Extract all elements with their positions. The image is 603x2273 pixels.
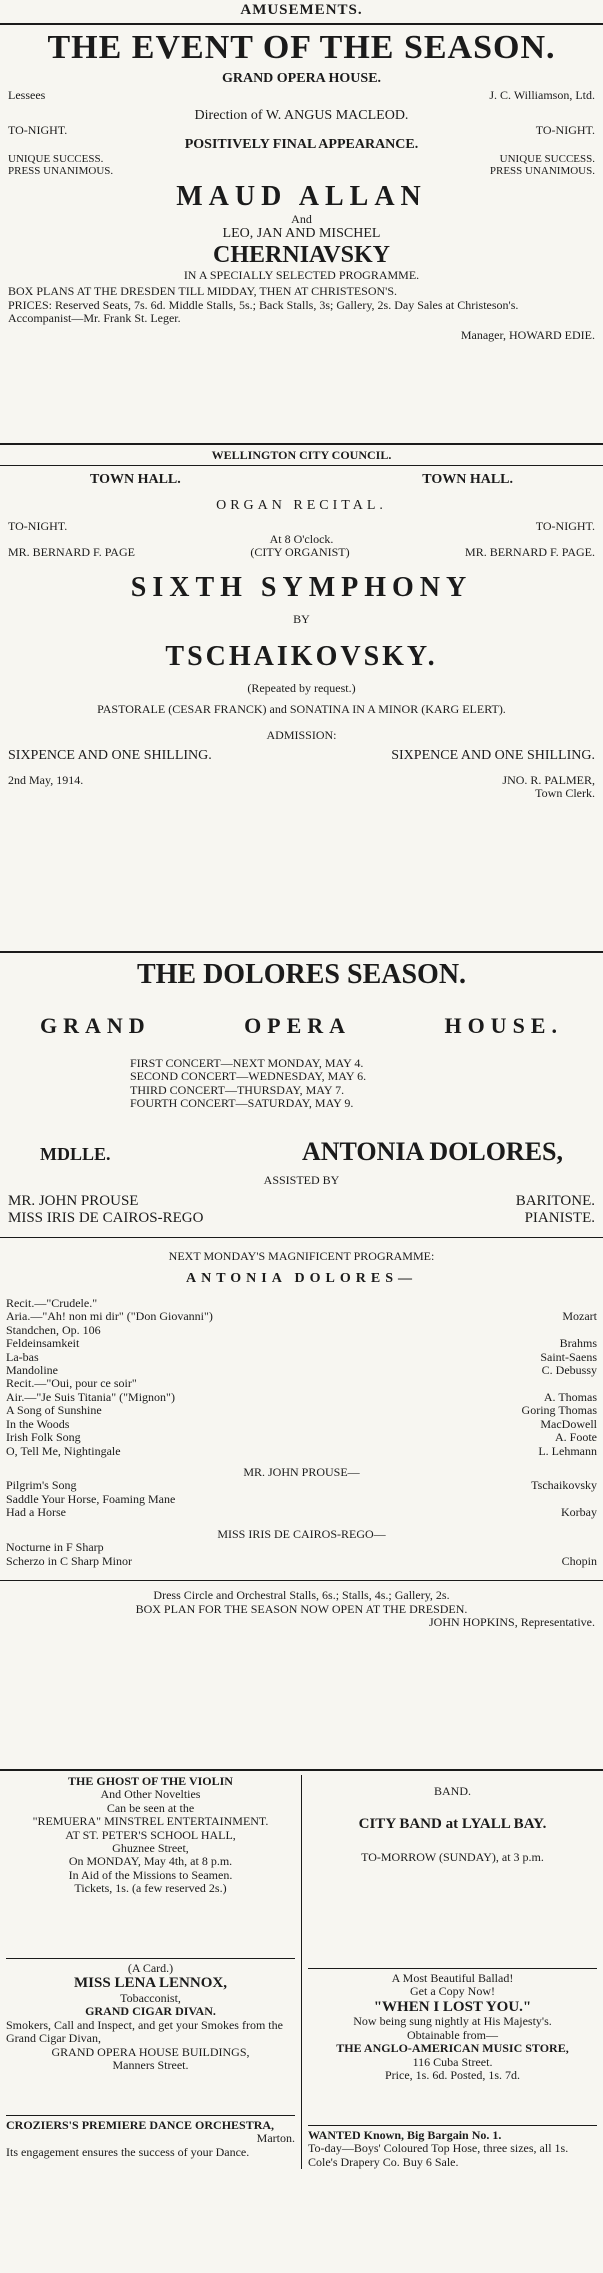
programme-item — [0, 1391, 603, 1404]
programme-composer: Saint-Saens — [540, 1349, 597, 1364]
programme-item — [0, 1310, 603, 1323]
wcc-pieces: PASTORALE (CESAR FRANCK) and SONATINA IN A MINOR (KARG ELERT). — [97, 702, 506, 717]
divider — [308, 2125, 597, 2126]
wcc-composer: TSCHAIKOVSKY. — [165, 640, 438, 672]
programme-title: A Song of Sunshine — [6, 1403, 102, 1418]
programme-title: Pilgrim's Song — [6, 1478, 77, 1493]
maud-direction: Direction of W. ANGUS MACLEOD. — [194, 107, 409, 123]
band-advert — [308, 1785, 597, 1965]
wanted-text: To-day—Boys' Coloured Top Hose, three sizes, all 1s. Cole's Drapery Co. Buy 6 Sale. — [308, 2141, 569, 2169]
programme-title: In the Woods — [6, 1416, 70, 1431]
city-council-advert — [0, 449, 603, 947]
dolores-rep: JOHN HOPKINS, Representative. — [429, 1614, 595, 1629]
programme-title: Scherzo in C Sharp Minor — [6, 1553, 132, 1568]
maud-lessees-value: J. C. Williamson, Ltd. — [489, 87, 595, 102]
dolores-assistant-1-name: MR. JOHN PROUSE — [8, 1193, 139, 1210]
divider — [0, 443, 603, 445]
ghost-sub: And Other Novelties — [100, 1787, 201, 1802]
dolores-venue-3: HOUSE. — [444, 1013, 563, 1039]
dolores-assistant-1-role: BARITONE. — [515, 1193, 595, 1210]
divider — [0, 1769, 603, 1771]
lennox-street: Manners Street. — [112, 2058, 189, 2073]
dolores-star: ANTONIA DOLORES, — [301, 1136, 563, 1166]
maud-venue: GRAND OPERA HOUSE. — [221, 70, 382, 86]
programme-composer: Korbay — [561, 1505, 597, 1520]
dolores-concert-4: FOURTH CONCERT—SATURDAY, MAY 9. — [130, 1096, 354, 1111]
croziers-text: Its engagement ensures the success of your Dance. — [6, 2144, 250, 2159]
lennox-name: MISS LENA LENNOX, — [74, 1975, 227, 1992]
dolores-prices: Dress Circle and Orchestral Stalls, 6s.; Stalls, 4s.; Gallery, 2s. — [153, 1588, 450, 1603]
ballad-store: THE ANGLO-AMERICAN MUSIC STORE, — [336, 2041, 569, 2056]
ghost-seen: Can be seen at the — [106, 1800, 195, 1815]
wanted-advert — [308, 2129, 597, 2169]
dolores-concert-3: THIRD CONCERT—THURSDAY, MAY 7. — [130, 1082, 345, 1097]
programme-item — [0, 1431, 603, 1444]
lennox-trade: Tobacconist, — [120, 1991, 181, 2006]
programme-title: Recit.—"Oui, pour ce soir" — [6, 1376, 137, 1391]
dolores-box-plan: BOX PLAN FOR THE SEASON NOW OPEN AT THE DRESDEN. — [135, 1601, 468, 1616]
section-title: AMUSEMENTS. — [240, 2, 363, 18]
ghost-aid: In Aid of the Missions to Seamen. — [68, 1867, 233, 1882]
dolores-assistant-2-role: PIANISTE. — [524, 1209, 595, 1226]
programme-item — [0, 1377, 603, 1390]
ghost-tickets: Tickets, 1s. (a few reserved 2s.) — [74, 1881, 227, 1896]
programme-composer: Goring Thomas — [521, 1403, 597, 1418]
programme-title: La-bas — [6, 1349, 39, 1364]
wcc-date: 2nd May, 1914. — [8, 773, 84, 788]
wcc-repeated: (Repeated by request.) — [247, 681, 356, 696]
ballad-title: "WHEN I LOST YOU." — [373, 1998, 532, 2015]
divider — [0, 465, 603, 466]
maud-support: LEO, JAN AND MISCHEL — [222, 226, 381, 242]
ballad-address: 116 Cuba Street. — [412, 2054, 493, 2069]
programme-composer: Brahms — [559, 1336, 597, 1351]
programme-title: Had a Horse — [6, 1505, 66, 1520]
prouse-head: MR. JOHN PROUSE— — [243, 1465, 360, 1480]
wcc-tonight-1: TO-NIGHT. — [8, 518, 68, 533]
ballad-lead: A Most Beautiful Ballad! — [391, 1970, 514, 1985]
dolores-mdlle: MDLLE. — [40, 1143, 111, 1164]
divider — [6, 1958, 295, 1959]
programme-composer: Chopin — [561, 1553, 597, 1568]
ballad-advert — [308, 1972, 597, 2122]
programme-title: Standchen, Op. 106 — [6, 1322, 101, 1337]
dolores-concert-1: FIRST CONCERT—NEXT MONDAY, MAY 4. — [130, 1055, 364, 1070]
programme-item — [0, 1324, 603, 1337]
maud-and: And — [291, 211, 312, 226]
maud-manager: Manager, HOWARD EDIE. — [460, 328, 595, 343]
lennox-divan: GRAND CIGAR DIVAN. — [85, 2004, 216, 2019]
maud-programme: IN A SPECIALLY SELECTED PROGRAMME. — [183, 267, 420, 282]
wcc-by: BY — [293, 612, 310, 627]
right-column — [301, 1775, 603, 2169]
programme-item — [0, 1337, 603, 1350]
programme-composer: Tschaikovsky — [531, 1478, 597, 1493]
wcc-performer-left: MR. BERNARD F. PAGE — [8, 545, 135, 560]
maud-box-plans: BOX PLANS AT THE DRESDEN TILL MIDDAY, THEN AT CHRISTESON'S. — [8, 284, 397, 299]
programme-item — [0, 1297, 603, 1310]
maud-lessees-label: Lessees — [8, 87, 46, 102]
dolores-next-programme: NEXT MONDAY'S MAGNIFICENT PROGRAMME: — [168, 1248, 435, 1263]
dolores-ad-name: ANTONIA DOLORES— — [185, 1271, 418, 1287]
maud-support-name: CHERNIAVSKY — [213, 241, 390, 268]
wcc-town-hall-1: TOWN HALL. — [90, 472, 181, 488]
lennox-buildings: GRAND OPERA HOUSE BUILDINGS, — [51, 2044, 250, 2059]
maud-unique-left-1: UNIQUE SUCCESS. — [8, 152, 104, 165]
ballad-from: Obtainable from— — [407, 2027, 498, 2042]
ballad-price: Price, 1s. 6d. Posted, 1s. 7d. — [385, 2068, 520, 2083]
maud-unique-left-2: PRESS UNANIMOUS. — [8, 165, 114, 178]
wcc-town-hall-2: TOWN HALL. — [422, 472, 513, 488]
wcc-admission: ADMISSION: — [266, 727, 337, 742]
wcc-performer-right: MR. BERNARD F. PAGE. — [465, 545, 595, 560]
lennox-advert — [6, 1962, 295, 2112]
programme-title: Irish Folk Song — [6, 1430, 81, 1445]
ghost-when: On MONDAY, May 4th, at 8 p.m. — [68, 1854, 233, 1869]
ghost-advert — [6, 1775, 295, 1955]
dolores-advert — [0, 959, 603, 1765]
maud-accompanist: Accompanist—Mr. Frank St. Leger. — [8, 311, 181, 326]
ballad-nightly: Now being sung nightly at His Majesty's. — [353, 2014, 552, 2029]
maud-headline: THE EVENT OF THE SEASON. — [47, 28, 556, 66]
band-label: BAND. — [433, 1783, 471, 1798]
programme-composer: Mozart — [562, 1309, 597, 1324]
divider — [6, 2115, 295, 2116]
wcc-clerk-name: JNO. R. PALMER, — [502, 773, 595, 788]
programme-title: Aria.—"Ah! non mi dir" ("Don Giovanni") — [6, 1309, 213, 1324]
divider — [0, 951, 603, 953]
programme-composer: L. Lehmann — [538, 1443, 597, 1458]
programme-item — [0, 1351, 603, 1364]
dolores-concert-2: SECOND CONCERT—WEDNESDAY, MAY 6. — [130, 1069, 367, 1084]
divider — [308, 1968, 597, 1969]
programme-title: Saddle Your Horse, Foaming Mane — [6, 1491, 176, 1506]
programme-title: Mandoline — [6, 1362, 58, 1377]
programme-title: Nocturne in F Sharp — [6, 1540, 104, 1555]
divider — [0, 1237, 603, 1238]
left-column — [0, 1775, 301, 2169]
wcc-tonight-2: TO-NIGHT. — [535, 518, 595, 533]
programme-item — [0, 1555, 603, 1568]
programme-title: Air.—"Je Suis Titania" ("Mignon") — [6, 1389, 175, 1404]
dolores-assistant-2-name: MISS IRIS DE CAIROS-REGO — [8, 1209, 204, 1226]
page-header — [0, 0, 603, 19]
wcc-performer-mid: (CITY ORGANIST) — [250, 545, 350, 560]
dolores-headline: THE DOLORES SEASON. — [136, 958, 467, 990]
wcc-organ: ORGAN RECITAL. — [216, 497, 387, 513]
programme-item — [0, 1445, 603, 1458]
wcc-clerk-title: Town Clerk. — [535, 786, 595, 801]
iris-head: MISS IRIS DE CAIROS-REGO— — [217, 1526, 386, 1541]
croziers-head: CROZIERS'S PREMIERE DANCE ORCHESTRA, — [6, 2117, 275, 2132]
maud-tonight-right: TO-NIGHT. — [535, 122, 595, 137]
programme-item — [0, 1418, 603, 1431]
band-main: CITY BAND at LYALL BAY. — [358, 1816, 547, 1833]
ballad-get: Get a Copy Now! — [410, 1984, 495, 1999]
maud-allan-advert — [0, 29, 603, 439]
croziers-place: Marton. — [256, 2131, 295, 2146]
ghost-street: Ghuznee Street, — [112, 1840, 189, 1855]
programme-item — [0, 1506, 603, 1519]
croziers-advert — [6, 2119, 295, 2159]
programme-title: Recit.—"Crudele." — [6, 1295, 98, 1310]
ghost-title: THE GHOST OF THE VIOLIN — [68, 1773, 233, 1788]
programme-composer: MacDowell — [540, 1416, 597, 1431]
programme-title: Feldeinsamkeit — [6, 1336, 80, 1351]
band-when: TO-MORROW (SUNDAY), at 3 p.m. — [361, 1850, 544, 1865]
ghost-hall: AT ST. PETER'S SCHOOL HALL, — [65, 1827, 236, 1842]
programme-item — [0, 1364, 603, 1377]
programme-item — [0, 1404, 603, 1417]
programme-item — [0, 1479, 603, 1492]
small-adverts — [0, 1775, 603, 2169]
programme-composer: C. Debussy — [541, 1362, 597, 1377]
lennox-text: Smokers, Call and Inspect, and get your Smokes from the Grand Cigar Divan, — [6, 2017, 283, 2046]
dolores-venue-1: GRAND — [40, 1013, 151, 1039]
wcc-price-right: SIXPENCE AND ONE SHILLING. — [391, 748, 595, 764]
programme-item — [0, 1541, 603, 1554]
wanted-head: WANTED Known, Big Bargain No. 1. — [308, 2127, 502, 2142]
dolores-venue-2: OPERA — [244, 1013, 352, 1039]
divider — [0, 23, 603, 25]
wcc-symphony: SIXTH SYMPHONY — [130, 571, 473, 603]
wcc-at-time: At 8 O'clock. — [269, 532, 334, 547]
lennox-card: (A Card.) — [127, 1960, 174, 1975]
maud-final: POSITIVELY FINAL APPEARANCE. — [184, 137, 419, 153]
maud-tonight-left: TO-NIGHT. — [8, 122, 68, 137]
dolores-assisted: ASSISTED BY — [263, 1172, 340, 1187]
wcc-price-left: SIXPENCE AND ONE SHILLING. — [8, 748, 212, 764]
ghost-minstrel: "REMUERA" MINSTREL ENTERTAINMENT. — [32, 1814, 269, 1829]
maud-star: MAUD ALLAN — [176, 181, 427, 213]
programme-composer: A. Foote — [555, 1430, 597, 1445]
maud-prices: PRICES: Reserved Seats, 7s. 6d. Middle Stalls, 5s.; Back Stalls, 3s; Gallery, 2s. Day Sales at Christeson's. — [8, 297, 519, 312]
maud-unique-right-1: UNIQUE SUCCESS. — [499, 152, 595, 165]
maud-unique-right-2: PRESS UNANIMOUS. — [489, 165, 595, 178]
divider — [0, 1580, 603, 1581]
programme-item — [0, 1493, 603, 1506]
programme-composer: A. Thomas — [543, 1389, 597, 1404]
programme-title: O, Tell Me, Nightingale — [6, 1443, 121, 1458]
wcc-council: WELLINGTON CITY COUNCIL. — [211, 447, 392, 462]
